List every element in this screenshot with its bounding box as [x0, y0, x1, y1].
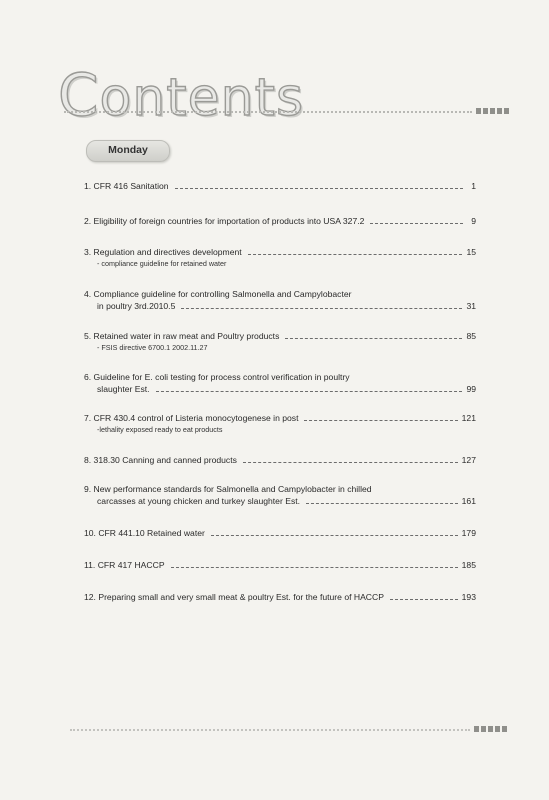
page-title-rest: ontents — [99, 68, 305, 128]
leader-dots — [181, 308, 462, 309]
footer-divider — [70, 729, 470, 731]
toc-entry — [84, 288, 476, 312]
leader-dots — [211, 535, 458, 536]
toc-entry — [84, 180, 476, 192]
toc-entry — [84, 330, 476, 353]
toc-entry-title-continued: in poultry 3rd.2010.5 — [97, 301, 176, 311]
toc-entry-line — [84, 454, 476, 466]
toc-entry-title: 10. CFR 441.10 Retained water — [84, 528, 205, 538]
toc-page-number: 1 — [471, 181, 476, 191]
toc-entry-title: 8. 318.30 Canning and canned products — [84, 455, 237, 465]
toc-page-number: 193 — [461, 592, 476, 602]
toc-entry-title: 12. Preparing small and very small meat & poultry Est. for the future of HACCP — [84, 592, 384, 602]
page-title-initial: C — [58, 61, 100, 129]
toc-entry-line — [84, 300, 476, 312]
footer-square-ornament — [474, 726, 507, 732]
toc-entry-line — [84, 527, 476, 539]
toc-entry — [84, 591, 476, 603]
leader-dots — [175, 188, 463, 189]
leader-dots — [285, 338, 462, 339]
leader-dots — [156, 391, 463, 392]
leader-dots — [243, 462, 458, 463]
toc-entry-title: 6. Guideline for E. coli testing for process control verification in poultry — [84, 372, 350, 382]
toc-entry — [84, 412, 476, 435]
toc-page-number: 185 — [461, 560, 476, 570]
toc-entry-title-continued: carcasses at young chicken and turkey slaughter Est. — [97, 496, 301, 506]
leader-dots — [171, 567, 458, 568]
toc-entry-line — [84, 288, 476, 300]
toc-entry-note: - FSIS directive 6700.1 2002.11.27 — [97, 343, 208, 352]
toc-entry-title: 1. CFR 416 Sanitation — [84, 181, 169, 191]
toc-entry — [84, 559, 476, 571]
toc-entry-note: - compliance guideline for retained water — [97, 259, 227, 268]
day-tab-label: Monday — [108, 144, 148, 156]
toc-entry-line — [84, 246, 476, 258]
toc-page-number: 179 — [461, 528, 476, 538]
table-of-contents — [84, 180, 476, 625]
toc-page-number: 127 — [461, 455, 476, 465]
toc-page-number: 161 — [461, 496, 476, 506]
toc-entry-note: -lethality exposed ready to eat products — [97, 425, 223, 434]
toc-page-number: 9 — [471, 216, 476, 226]
toc-entry — [84, 454, 476, 466]
toc-entry-line — [84, 215, 476, 227]
leader-dots — [390, 599, 458, 600]
toc-entry — [84, 246, 476, 269]
toc-entry-line — [84, 495, 476, 507]
toc-entry-line — [84, 591, 476, 603]
title-divider — [64, 111, 472, 113]
toc-entry-title: 5. Retained water in raw meat and Poultry products — [84, 331, 280, 341]
day-tab — [86, 140, 170, 162]
toc-page-number: 15 — [466, 247, 476, 257]
leader-dots — [306, 503, 458, 504]
leader-dots — [304, 420, 457, 421]
toc-entry-title: 3. Regulation and directives development — [84, 247, 242, 257]
title-square-ornament — [476, 108, 509, 114]
toc-entry-line — [84, 180, 476, 192]
toc-entry-title: 2. Eligibility of foreign countries for importation of products into USA 327.2 — [84, 216, 365, 226]
toc-entry-title: 11. CFR 417 HACCP — [84, 560, 165, 570]
toc-entry-title-continued: slaughter Est. — [97, 384, 150, 394]
toc-page-number: 121 — [461, 413, 476, 423]
toc-page-number: 31 — [466, 301, 476, 311]
toc-entry — [84, 215, 476, 227]
toc-entry-line — [84, 483, 476, 495]
toc-entry-line — [84, 412, 476, 424]
toc-entry — [84, 527, 476, 539]
toc-entry-line — [84, 371, 476, 383]
toc-entry-title: 4. Compliance guideline for controlling Salmonella and Campylobacter — [84, 289, 352, 299]
toc-entry — [84, 483, 476, 507]
toc-entry-line — [84, 383, 476, 395]
leader-dots — [248, 254, 463, 255]
page-title — [58, 61, 305, 129]
toc-entry-title: 9. New performance standards for Salmonella and Campylobacter in chilled — [84, 484, 372, 494]
toc-entry-line — [84, 559, 476, 571]
toc-entry-title: 7. CFR 430.4 control of Listeria monocytogenese in post — [84, 413, 299, 423]
toc-page-number: 99 — [466, 384, 476, 394]
leader-dots — [370, 223, 463, 224]
toc-entry — [84, 371, 476, 395]
toc-page-number: 85 — [466, 331, 476, 341]
toc-entry-line — [84, 330, 476, 342]
